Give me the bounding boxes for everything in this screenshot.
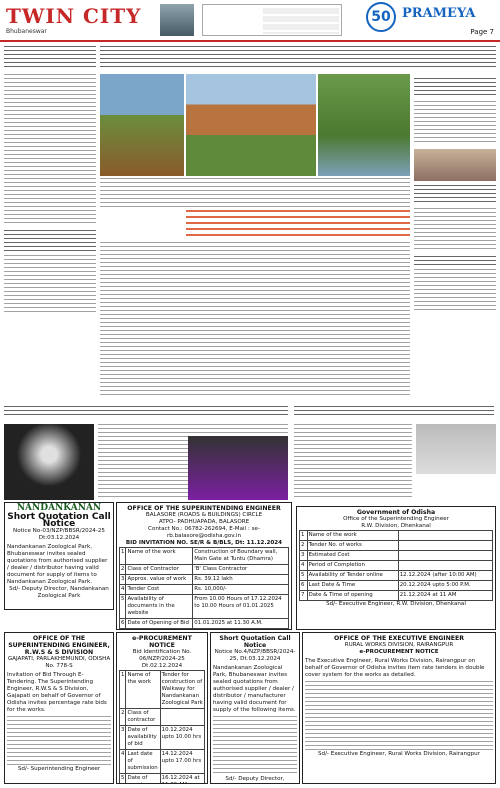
notice-sign: Sd/- Executive Engineer, R.W. Division, Dhenkanal	[326, 601, 466, 607]
notice-title: OFFICE OF THE SUPERINTENDING ENGINEER	[127, 505, 281, 512]
page-number: Page 7	[470, 28, 494, 36]
notice-sub2: R.W. Division, Dhenkanal	[361, 523, 431, 529]
table-cell: Date of availability of bid	[126, 726, 160, 750]
notice-table	[119, 670, 205, 784]
notice-sub: Bid Identification No.	[132, 649, 192, 655]
table-cell: 3	[120, 575, 126, 585]
main-headline	[100, 46, 496, 68]
notice-title: OFFICE OF THE SUPERINTENDING ENGINEER, R.W.S & S DIVISION	[8, 635, 110, 656]
table-cell: Tender Cost	[126, 585, 193, 595]
right-story2-body	[414, 208, 496, 252]
workshop-headline	[294, 406, 494, 418]
notice-sub2: e-PROCUREMENT NOTICE	[359, 649, 439, 655]
table-cell: Date of Opening of Bid	[126, 619, 193, 629]
notice-contact: Contact No.: 06782-262694, E-Mail : se-rb.balasore@odisha.gov.in	[148, 526, 260, 539]
supplement-brand	[6, 4, 156, 36]
table-cell: 2	[120, 565, 126, 575]
table-cell: Rs. 39.12 lakh	[193, 575, 289, 585]
left-story-headline	[4, 46, 96, 70]
table-cell: 5	[300, 571, 308, 581]
table-row	[300, 571, 493, 581]
right-story3-body	[414, 269, 496, 313]
notice-items	[213, 716, 297, 776]
table-cell: 16.12.2024 at	[160, 774, 204, 785]
drama-photo	[4, 424, 94, 500]
anniversary-logo: 50	[366, 2, 396, 32]
table-row	[120, 709, 205, 726]
left-story-body	[4, 74, 96, 224]
table-cell: Period of Completion	[307, 561, 398, 571]
nandankanan-notice	[4, 502, 114, 610]
table-cell	[398, 551, 492, 561]
notice-sign: Sd/- Deputy Director, Nandankanan Zoological Park	[9, 586, 109, 599]
nzp-eproc-notice	[116, 632, 208, 784]
table-cell	[160, 709, 204, 726]
table-cell: 4	[300, 561, 308, 571]
main-story-body	[100, 242, 410, 396]
table-cell: Rs. 10,000/-	[193, 585, 289, 595]
notice-body: The Executive Engineer, Rural Works Division, Rairangpur on behalf of Governor of Odisha invites item rate tenders in double cover system for the works as detailed.	[305, 658, 485, 678]
notice-sub: BALASORE (ROADS & BUILDINGS) CIRCLE	[145, 512, 263, 518]
photo-temple-hill	[100, 74, 184, 176]
photo-rock-landscape	[186, 74, 316, 176]
table-cell: Date of	[126, 774, 160, 785]
right-column	[414, 74, 496, 313]
table-cell: Last date of submission	[126, 750, 160, 774]
table-row	[300, 551, 493, 561]
se-gajapati-notice	[4, 632, 114, 784]
notice-sign: Sd/- Superintending Engineer	[17, 766, 101, 772]
right-story1-body	[414, 101, 496, 145]
table-cell: Class of contractor	[126, 709, 160, 726]
table-row	[300, 531, 493, 541]
notice-title: Government of Odisha	[356, 509, 436, 516]
table-row	[120, 565, 289, 575]
left-story2-headline	[4, 230, 96, 252]
gov-odisha-notice	[296, 506, 496, 630]
table-row	[120, 750, 205, 774]
masthead	[0, 0, 500, 42]
table-cell: 6	[300, 581, 308, 591]
table-cell: Availability of Tender online	[307, 571, 398, 581]
table-row	[120, 548, 289, 565]
table-cell: 2	[120, 709, 126, 726]
table-row	[120, 774, 205, 785]
notice-title: Short Quotation Call Notice	[7, 512, 111, 529]
notice-ref: Notice No-03/NZP/BBSR/2024-25 Dt:03.12.2024	[13, 528, 105, 541]
table-cell: 20.12.2024 upto 5:00 P.M.	[398, 581, 492, 591]
table-cell: 10.12.2024 upto 10.00 hrs	[160, 726, 204, 750]
photo-caption	[100, 178, 410, 208]
table-cell: Date & Time of opening	[307, 591, 398, 601]
table-cell: 4	[120, 585, 126, 595]
table-row	[120, 726, 205, 750]
notice-sub: RURAL WORKS DIVISION, RAIRANGPUR	[344, 642, 454, 648]
dancer-photo	[188, 436, 288, 500]
nandankanan-logo: NANDANKANAN	[16, 503, 102, 513]
table-row	[300, 581, 493, 591]
table-row	[120, 671, 205, 709]
left-story	[4, 46, 96, 315]
right-story2-headline	[414, 185, 496, 205]
table-cell: Class of Contractor	[126, 565, 193, 575]
photo-river-forest	[318, 74, 410, 176]
table-cell: Name of the work	[126, 671, 160, 709]
award-photo	[416, 424, 496, 474]
notice-ref: Notice No.4/NZP/BBSR/2024-25, Dt.03.12.2024	[214, 649, 296, 662]
table-cell: Name of the work	[307, 531, 398, 541]
table-cell: 12.12.2024 (after 10:00 AM)	[398, 571, 492, 581]
table-cell: 4	[120, 750, 126, 774]
right-story1-headline	[414, 78, 496, 98]
table-cell: 5	[120, 595, 126, 619]
table-cell: 7	[300, 591, 308, 601]
table-cell: 6	[120, 619, 126, 629]
paper-name: PRAMEYA	[402, 6, 476, 21]
table-cell: Estimated Cost	[307, 551, 398, 561]
table-cell	[398, 561, 492, 571]
workshop-story-body	[294, 424, 412, 500]
table-cell: 3	[300, 551, 308, 561]
table-cell: 2	[300, 541, 308, 551]
notice-sub: GAJAPATI, PARLAKHEMUNDI, ODISHA	[7, 656, 111, 662]
table-cell: 1	[120, 548, 126, 565]
table-cell	[398, 541, 492, 551]
right-story-photo	[414, 149, 496, 181]
weather-box	[202, 4, 342, 36]
table-cell: Last Date & Time	[307, 581, 398, 591]
notice-title: Short Quotation Call Notice	[219, 635, 291, 649]
notice-table	[299, 530, 493, 601]
table-cell: 14.12.2024 upto 17.00 hrs	[160, 750, 204, 774]
notice-ref: 06/NZP/2024-25 Dt.02.12.2024	[139, 656, 185, 669]
table-cell: 1	[300, 531, 308, 541]
table-cell: 01.01.2025 at 11.30 A.M.	[193, 619, 289, 629]
brand-title: TWIN CITY	[6, 4, 142, 28]
table-cell: 1	[120, 671, 126, 709]
notice-bid: BID INVITATION NO. SE/R & B/BLS, Dt: 11.12.2024	[125, 540, 283, 546]
table-cell	[398, 531, 492, 541]
table-cell: From 10.00 Hours of 17.12.2024 to 10.00 Hours of 01.01.2025	[193, 595, 289, 619]
table-row	[120, 575, 289, 585]
notice-table	[119, 547, 289, 629]
notice-sub2: ATPO- PADHUAPADA, BALASORE	[158, 519, 250, 525]
notice-title: e-PROCUREMENT NOTICE	[132, 635, 192, 649]
table-cell: Tender No. of works	[307, 541, 398, 551]
edition-label: Bhubaneswar	[6, 28, 47, 35]
drama-headline	[4, 406, 288, 418]
left-story2-body	[4, 255, 96, 315]
city-skyline-image	[160, 4, 194, 36]
table-cell: Name of the work	[126, 548, 193, 565]
table-row	[120, 595, 289, 619]
right-story3-headline	[414, 256, 496, 266]
notice-details	[7, 716, 111, 766]
table-cell: Availability of documents in the website	[126, 595, 193, 619]
weather-values	[263, 8, 339, 34]
table-cell: Construction of Boundary wall, Main Gate at Tuntu (Dhamra)	[193, 548, 289, 565]
table-cell: 3	[120, 726, 126, 750]
se-balasore-notice	[116, 502, 292, 630]
table-cell: 'B' Class Contractor	[193, 565, 289, 575]
table-cell: Tender for construction of Walkway for Nandankanan Zoological Park	[160, 671, 204, 709]
short-quotation-notice	[210, 632, 300, 784]
table-cell: 5	[120, 774, 126, 785]
table-row	[300, 541, 493, 551]
notice-body: Nandankanan Zoological Park, Bhubaneswar invites sealed quotations from authorised supplier / dealer / distributor having valid document for supply of items to Nandankanan Zoological Park.	[7, 544, 108, 585]
notice-ref: No. 778-S	[45, 663, 73, 669]
notice-sub: Office of the Superintending Engineer	[343, 516, 449, 522]
table-row	[120, 619, 289, 629]
sub-headline	[186, 210, 410, 238]
rural-works-notice	[302, 632, 496, 784]
table-cell: 21.12.2024 at 11 AM	[398, 591, 492, 601]
notice-sign: Sd/- Executive Engineer, Rural Works Division, Rairangpur	[317, 751, 481, 757]
notice-title: OFFICE OF THE EXECUTIVE ENGINEER	[333, 635, 465, 642]
table-row	[300, 591, 493, 601]
table-cell: Approx. value of work	[126, 575, 193, 585]
notice-details	[305, 681, 493, 751]
notice-body: Invitation of Bid Through E-Tendering. The Superintending Engineer, R.W.S & S Division, Gajapati on behalf of Governor of Odisha invites percentage rate bids for the works.	[7, 672, 107, 713]
notice-body: Nandankanan Zoological Park, Bhubaneswar invites sealed quotations from authorised supplier / dealer / distributor / manufacturer having valid document for supply of the following items.	[213, 665, 296, 713]
notice-sign: Sd/- Deputy Director,	[225, 776, 285, 782]
table-row	[120, 585, 289, 595]
table-row	[300, 561, 493, 571]
